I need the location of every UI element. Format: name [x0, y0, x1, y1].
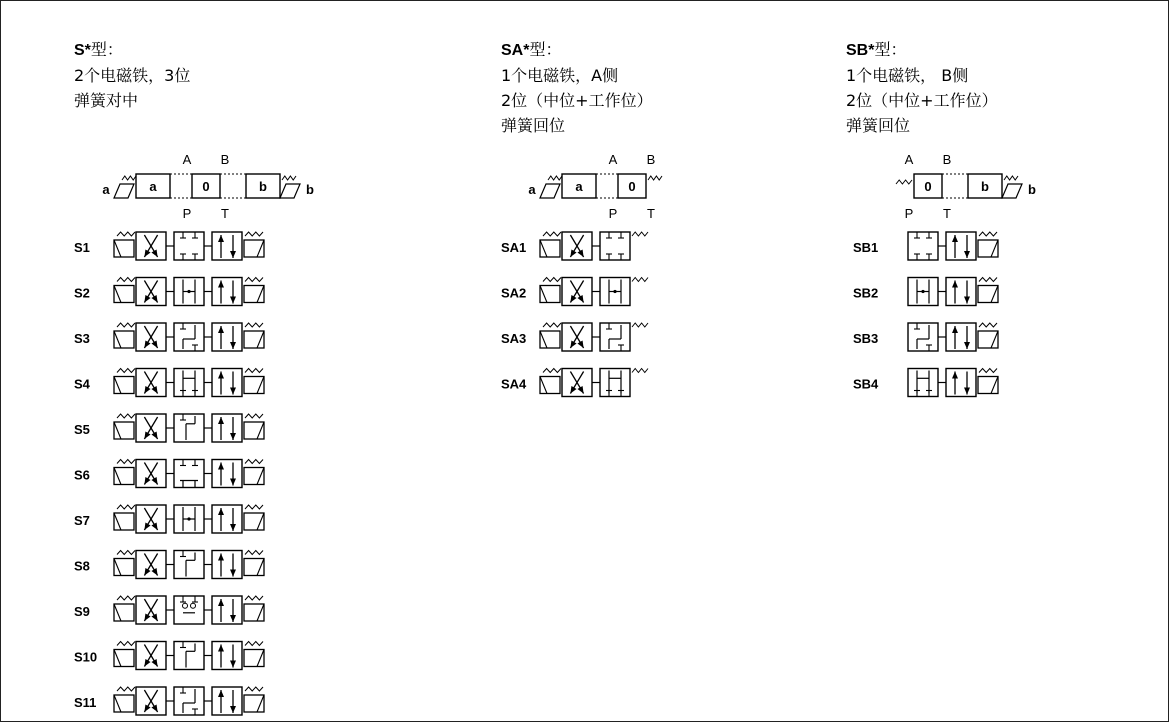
header-line: 弹簧回位 [501, 116, 566, 135]
arrow-head [952, 326, 958, 333]
flow-line [257, 377, 264, 394]
arrow-head [218, 554, 224, 561]
spring-icon [979, 369, 997, 373]
valve-position-b [946, 369, 976, 397]
valve-position-0 [600, 232, 630, 260]
spool-row-s2 [74, 278, 264, 306]
port-a-label: A [608, 152, 618, 167]
flow-line [257, 604, 264, 621]
flow-line [991, 377, 998, 394]
arrow-head [218, 281, 224, 288]
valve-position-b [212, 596, 242, 624]
valve-position-0 [174, 369, 204, 397]
port-b-label: B [220, 152, 230, 167]
arrow-head [144, 386, 150, 394]
flow-line [114, 559, 121, 576]
spring-icon [117, 687, 135, 691]
spring-icon [245, 687, 263, 691]
arrow-head [570, 249, 576, 257]
arrow-head [218, 326, 224, 333]
arrow-head [964, 388, 970, 395]
arrow-head [230, 433, 236, 440]
valve-position-0 [174, 414, 204, 442]
arrow-head [218, 372, 224, 379]
spring-icon [117, 551, 135, 555]
spring-icon [543, 232, 561, 236]
throttle-icon [183, 603, 188, 608]
flow-line [257, 513, 264, 530]
valve-position-b [212, 460, 242, 488]
header-type-char: 型： [874, 40, 907, 59]
header-line: 1个电磁铁， B侧 [846, 66, 969, 85]
spring-icon [896, 180, 912, 184]
spool-label: SA1 [501, 240, 527, 255]
arrow-head [230, 342, 236, 349]
port-a-label: A [182, 152, 192, 167]
spool-row-sb1 [853, 232, 998, 260]
flow-line [540, 377, 547, 394]
arrow-head [151, 613, 157, 621]
header-line: 1个电磁铁，A侧 [501, 66, 619, 85]
arrow-head [144, 249, 150, 257]
arrow-head [230, 388, 236, 395]
solenoid-label: a [528, 182, 536, 197]
valve-position-b [212, 369, 242, 397]
solenoid-label: b [306, 182, 314, 197]
spring-icon [245, 460, 263, 464]
spool-row-sa3 [501, 323, 648, 351]
flow-line [257, 240, 264, 257]
spool-label: SB2 [853, 285, 879, 301]
flow-line [114, 604, 121, 621]
junction-dot [921, 290, 924, 293]
valve-position-0 [600, 369, 630, 397]
arrow-head [577, 295, 583, 303]
spool-row-sa4 [501, 369, 648, 397]
valve-position-b [212, 414, 242, 442]
header-line: 2位（中位+工作位） [501, 91, 653, 110]
arrow-head [570, 295, 576, 303]
flow-line [540, 331, 547, 348]
spring-icon [648, 176, 662, 180]
arrow-head [151, 431, 157, 439]
valve-position-0 [174, 323, 204, 351]
flow-line [991, 286, 998, 303]
header-line: 2位（中位+工作位） [846, 91, 998, 110]
spool-label: S5 [74, 422, 90, 437]
spring-icon [548, 176, 562, 180]
flow-line [114, 331, 121, 348]
port-t-label: T [221, 206, 229, 221]
arrow-head [952, 235, 958, 242]
box-b-label: b [259, 179, 267, 194]
arrow-head [218, 463, 224, 470]
spring-icon [245, 278, 263, 282]
arrow-head [151, 386, 157, 394]
flow-line [114, 468, 121, 485]
arrow-head [218, 417, 224, 424]
junction-dot [613, 290, 616, 293]
flow-line [257, 559, 264, 576]
spool-label: S6 [74, 467, 90, 483]
spring-icon [245, 642, 263, 646]
valve-position-0 [908, 369, 938, 397]
spool-label: S7 [74, 513, 90, 528]
spring-icon [632, 232, 648, 236]
flow-line [114, 695, 121, 712]
spool-row-s6 [74, 460, 264, 488]
port-p-label: P [904, 206, 914, 221]
spool-label: S2 [74, 285, 90, 301]
spool-label: S4 [74, 376, 90, 392]
arrow-head [230, 479, 236, 486]
solenoid-icon [1002, 184, 1022, 198]
flow-line [257, 695, 264, 712]
spring-icon [543, 278, 561, 282]
spool-row-s11 [74, 687, 264, 715]
valve-symbol-sa [528, 152, 662, 221]
spring-icon [543, 369, 561, 373]
valve-position-0 [908, 232, 938, 260]
arrow-head [964, 297, 970, 304]
spring-icon [117, 596, 135, 600]
flow-line [114, 650, 121, 667]
spool-label: SA4 [501, 376, 527, 392]
box-a-label: a [575, 179, 583, 194]
arrow-head [570, 340, 576, 348]
spool-row-sb2 [853, 278, 998, 306]
spool-label: SB1 [853, 240, 879, 255]
flow-line [257, 468, 264, 485]
arrow-head [964, 342, 970, 349]
spring-icon [117, 232, 135, 236]
valve-position-b [212, 687, 242, 715]
flow-line [114, 240, 121, 257]
solenoid-icon [114, 184, 134, 198]
spool-row-s7 [74, 505, 264, 533]
valve-position-0 [174, 687, 204, 715]
spool-label: S3 [74, 331, 90, 346]
flow-line [114, 286, 121, 303]
arrow-head [230, 297, 236, 304]
spring-icon [979, 232, 997, 236]
header-code: SB* [846, 42, 875, 59]
spool-label: S9 [74, 604, 90, 619]
arrow-head [218, 235, 224, 242]
spring-icon [979, 278, 997, 282]
junction-dot [187, 517, 190, 520]
flow-line [257, 331, 264, 348]
arrow-head [577, 386, 583, 394]
arrow-head [144, 704, 150, 712]
spool-row-s10 [74, 642, 264, 670]
valve-position-0 [174, 596, 204, 624]
arrow-head [144, 340, 150, 348]
spool-label: S1 [74, 240, 90, 255]
valve-position-b [946, 278, 976, 306]
arrow-head [230, 661, 236, 668]
port-p-label: P [608, 206, 618, 221]
flow-line [540, 286, 547, 303]
arrow-head [144, 568, 150, 576]
arrow-head [230, 706, 236, 713]
arrow-head [144, 477, 150, 485]
valve-position-0 [174, 232, 204, 260]
spool-label: SB4 [853, 376, 879, 392]
arrow-head [570, 386, 576, 394]
valve-symbol-s [102, 152, 314, 221]
arrow-head [151, 295, 157, 303]
spring-icon [122, 176, 136, 180]
throttle-icon [191, 603, 196, 608]
arrow-head [144, 295, 150, 303]
arrow-head [577, 340, 583, 348]
arrow-head [151, 704, 157, 712]
spool-row-s9 [74, 596, 264, 624]
flow-line [257, 650, 264, 667]
spool-row-s1 [74, 232, 264, 260]
spring-icon [117, 460, 135, 464]
spring-icon [245, 414, 263, 418]
spring-icon [245, 369, 263, 373]
arrow-head [964, 251, 970, 258]
spring-icon [632, 369, 648, 373]
arrow-head [144, 522, 150, 530]
arrow-head [230, 524, 236, 531]
spring-icon [117, 369, 135, 373]
spring-icon [632, 323, 648, 327]
solenoid-label: b [1028, 182, 1036, 197]
arrow-head [144, 659, 150, 667]
header-code: SA* [501, 42, 530, 59]
solenoid-label: a [102, 182, 110, 197]
arrow-head [218, 508, 224, 515]
arrow-head [218, 690, 224, 697]
header-line: 2个电磁铁，3位 [74, 66, 191, 85]
arrow-head [144, 431, 150, 439]
box-0-label: 0 [202, 179, 210, 194]
spring-icon [245, 551, 263, 555]
arrow-head [144, 613, 150, 621]
header-type-char: 型： [90, 40, 123, 59]
valve-position-b [946, 232, 976, 260]
spool-row-sa1 [501, 232, 648, 260]
spool-label: SA2 [501, 285, 527, 301]
flow-line [991, 240, 998, 257]
spring-icon [245, 505, 263, 509]
port-b-label: B [646, 152, 656, 167]
spring-icon [543, 323, 561, 327]
flow-line [991, 331, 998, 348]
spool-row-s4 [74, 369, 264, 397]
spool-label: SB3 [853, 331, 879, 346]
solenoid-icon [280, 184, 300, 198]
spool-row-sb3 [853, 323, 998, 351]
port-b-label: B [942, 152, 952, 167]
spring-icon [117, 505, 135, 509]
header-line: 弹簧回位 [846, 116, 911, 135]
port-p-label: P [182, 206, 192, 221]
flow-line [540, 240, 547, 257]
arrow-head [218, 645, 224, 652]
arrow-head [952, 281, 958, 288]
flow-line [114, 422, 121, 439]
spring-icon [117, 278, 135, 282]
spring-icon [632, 278, 648, 282]
valve-position-0 [600, 323, 630, 351]
spool-label: S11 [74, 695, 97, 710]
valve-position-b [212, 551, 242, 579]
spool-label: S10 [74, 649, 98, 665]
header-line: 弹簧对中 [74, 91, 139, 110]
valve-position-0 [174, 642, 204, 670]
spring-icon [117, 323, 135, 327]
valve-position-0 [908, 323, 938, 351]
valve-position-0 [174, 460, 204, 488]
spool-row-s5 [74, 414, 264, 442]
spool-row-sb4 [853, 369, 998, 397]
arrow-head [151, 659, 157, 667]
box-b-label: b [981, 179, 989, 194]
spring-icon [245, 232, 263, 236]
spring-icon [282, 176, 296, 180]
valve-position-b [212, 278, 242, 306]
spring-icon [245, 596, 263, 600]
arrow-head [230, 615, 236, 622]
arrow-head [151, 568, 157, 576]
arrow-head [230, 251, 236, 258]
spool-row-s8 [74, 551, 264, 579]
spool-row-sa2 [501, 278, 648, 306]
box-a-label: a [149, 179, 157, 194]
spring-icon [979, 323, 997, 327]
valve-position-b [212, 642, 242, 670]
valve-symbol-sb [896, 152, 1036, 221]
arrow-head [151, 340, 157, 348]
spring-icon [245, 323, 263, 327]
arrow-head [577, 249, 583, 257]
box-0-label: 0 [924, 179, 932, 194]
flow-line [114, 377, 121, 394]
valve-position-0 [174, 551, 204, 579]
valve-position-b [212, 505, 242, 533]
valve-position-b [212, 323, 242, 351]
arrow-head [218, 599, 224, 606]
spool-label: SA3 [501, 331, 527, 346]
flow-line [114, 513, 121, 530]
flow-line [257, 422, 264, 439]
valve-position-b [212, 232, 242, 260]
header-code: S* [74, 42, 91, 59]
header-type-char: 型： [529, 40, 562, 59]
arrow-head [952, 372, 958, 379]
junction-dot [187, 290, 190, 293]
flow-line [257, 286, 264, 303]
box-0-label: 0 [628, 179, 636, 194]
valve-position-b [946, 323, 976, 351]
spool-row-s3 [74, 323, 264, 351]
spring-icon [1004, 176, 1018, 180]
port-t-label: T [943, 206, 951, 221]
port-a-label: A [904, 152, 914, 167]
arrow-head [151, 249, 157, 257]
arrow-head [230, 570, 236, 577]
arrow-head [151, 522, 157, 530]
spring-icon [117, 414, 135, 418]
port-t-label: T [647, 206, 655, 221]
solenoid-icon [540, 184, 560, 198]
arrow-head [151, 477, 157, 485]
spool-label: S8 [74, 558, 90, 574]
spring-icon [117, 642, 135, 646]
